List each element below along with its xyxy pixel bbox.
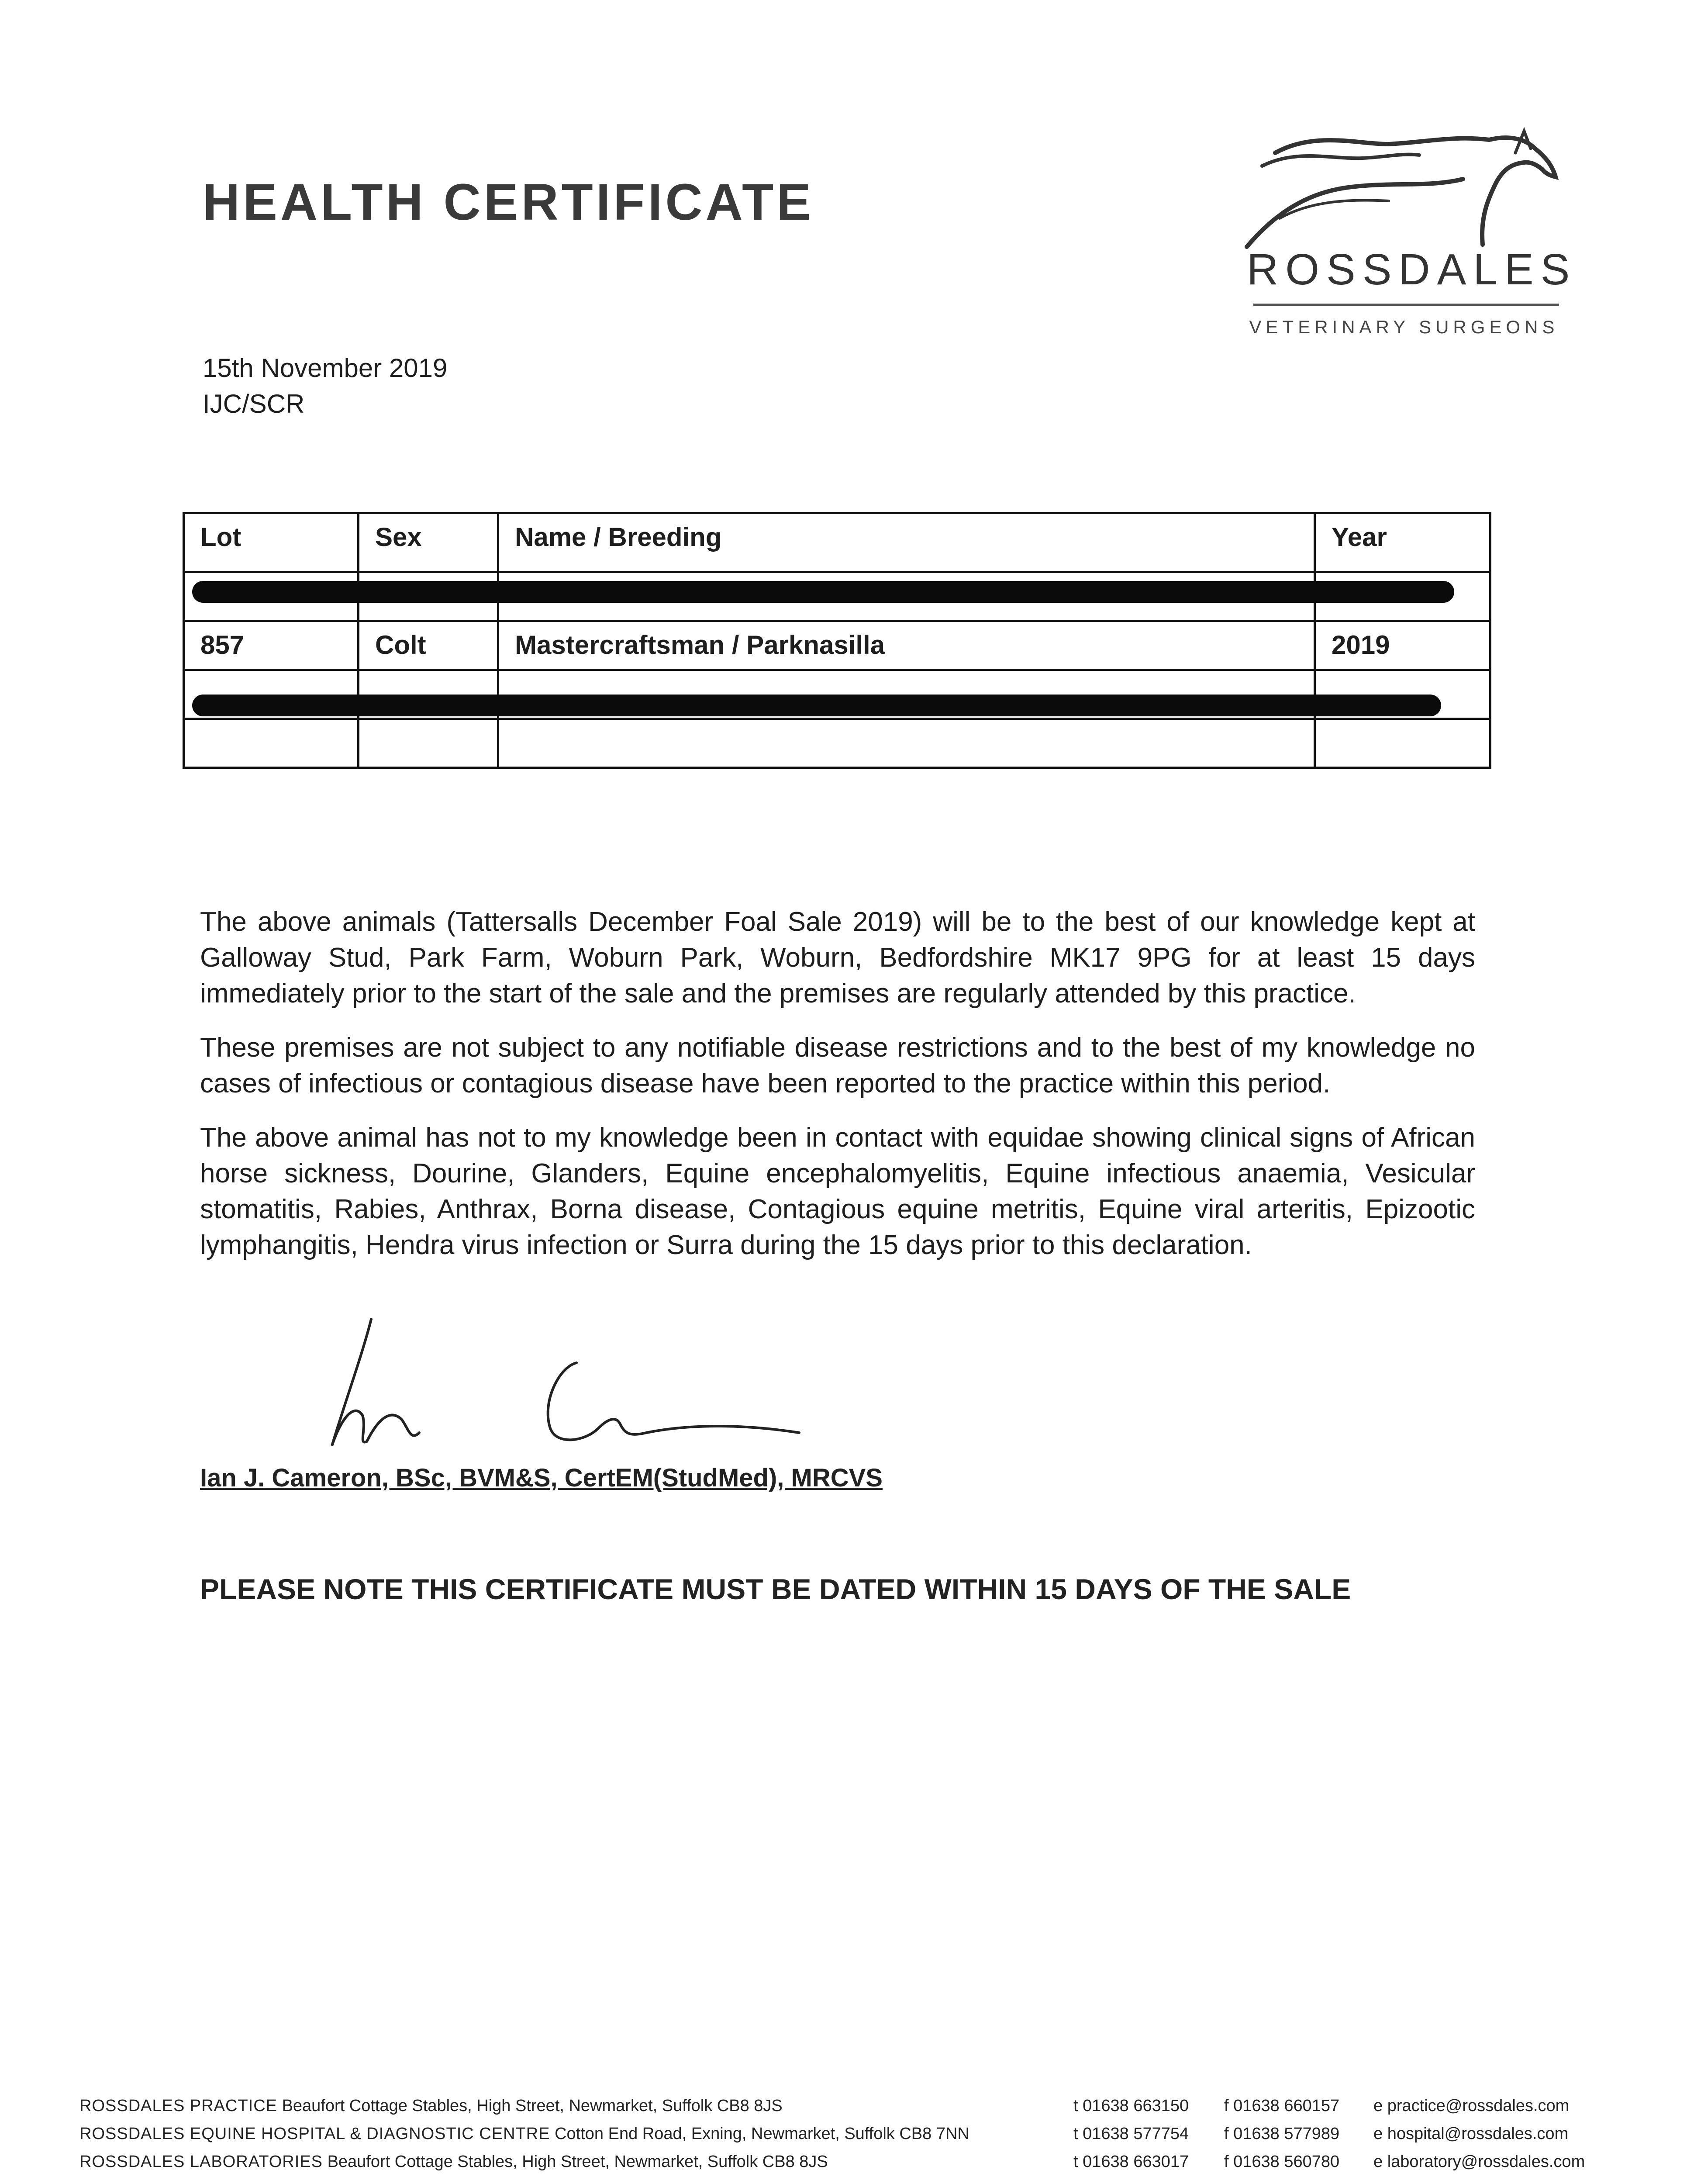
- footer-tel: t 01638 577754: [1073, 2125, 1189, 2143]
- cell-sex: [359, 719, 498, 768]
- header-name-breeding: Name / Breeding: [498, 513, 1315, 572]
- logo-wordmark: ROSSDALES: [1247, 245, 1577, 294]
- table-header-row: [184, 513, 1490, 572]
- table-row: [184, 621, 1490, 670]
- footer-org: ROSSDALES LABORATORIES Beaufort Cottage Stables, High Street, Newmarket, Suffolk CB8 8JS: [79, 2153, 828, 2171]
- header-year: Year: [1315, 513, 1490, 572]
- signatory-name: Ian J. Cameron, BSc, BVM&S, CertEM(StudMed), MRCVS: [200, 1464, 883, 1492]
- document-date: 15th November 2019: [203, 353, 448, 383]
- footer-org: ROSSDALES EQUINE HOSPITAL & DIAGNOSTIC CENTRE Cotton End Road, Exning, Newmarket, Suffolk CB8 7NN: [79, 2125, 969, 2143]
- table-row-empty: [184, 719, 1490, 768]
- body-paragraph: These premises are not subject to any notifiable disease restrictions and to the best of my knowledge no cases of infectious or contagious disease have been reported to the practice within this period.: [200, 1033, 1475, 1099]
- cell-year: [1315, 719, 1490, 768]
- horse-logo-icon: [1245, 118, 1559, 249]
- signature-image: [314, 1315, 838, 1463]
- footer-email: e practice@rossdales.com: [1373, 2097, 1570, 2115]
- footer-tel: t 01638 663017: [1073, 2153, 1189, 2171]
- cell-lot: [184, 719, 359, 768]
- footer-email: e laboratory@rossdales.com: [1373, 2153, 1585, 2171]
- cell-name: [498, 719, 1315, 768]
- footer-fax: f 01638 577989: [1224, 2125, 1340, 2143]
- redaction-bar: [192, 581, 1454, 603]
- cell-name: Mastercraftsman / Parknasilla: [498, 621, 1315, 670]
- footer-fax: f 01638 560780: [1224, 2153, 1340, 2171]
- redaction-bar: [192, 695, 1441, 716]
- cell-sex: Colt: [359, 621, 498, 670]
- header-sex: Sex: [359, 513, 498, 572]
- body-paragraph: The above animals (Tattersalls December Foal Sale 2019) will be to the best of our knowledge kept at Galloway Stud, Park Farm, Woburn Park, Woburn, Bedfordshire MK17 9PG for at least 15 days immediately prior to the start of the sale and the premises are regularly attended by this practice.: [200, 907, 1475, 1009]
- dating-notice: PLEASE NOTE THIS CERTIFICATE MUST BE DATED WITHIN 15 DAYS OF THE SALE: [200, 1573, 1351, 1605]
- footer-fax: f 01638 660157: [1224, 2097, 1340, 2115]
- logo-divider: [1253, 304, 1559, 306]
- cell-lot: 857: [184, 621, 359, 670]
- footer-org: ROSSDALES PRACTICE Beaufort Cottage Stables, High Street, Newmarket, Suffolk CB8 8JS: [79, 2097, 783, 2115]
- footer-email: e hospital@rossdales.com: [1373, 2125, 1569, 2143]
- lot-table: [183, 512, 1491, 769]
- logo-subtitle: VETERINARY SURGEONS: [1249, 317, 1559, 337]
- header-lot: Lot: [184, 513, 359, 572]
- body-paragraph: The above animal has not to my knowledge been in contact with equidae showing clinical signs of African horse sickness, Dourine, Glanders, Equine encephalomyelitis, Equine infectious anaemia, Vesicular stomatitis, Rabies, Anthrax, Borna disease, Contagious equine metritis, Equine viral arteritis, Epizootic lymphangitis, Hendra virus infection or Surra during the 15 days prior to this declaration.: [200, 1123, 1475, 1260]
- footer-tel: t 01638 663150: [1073, 2097, 1189, 2115]
- certificate-body: [200, 904, 1475, 1282]
- cell-year: 2019: [1315, 621, 1490, 670]
- document-reference: IJC/SCR: [203, 389, 305, 418]
- document-title: HEALTH CERTIFICATE: [203, 173, 814, 231]
